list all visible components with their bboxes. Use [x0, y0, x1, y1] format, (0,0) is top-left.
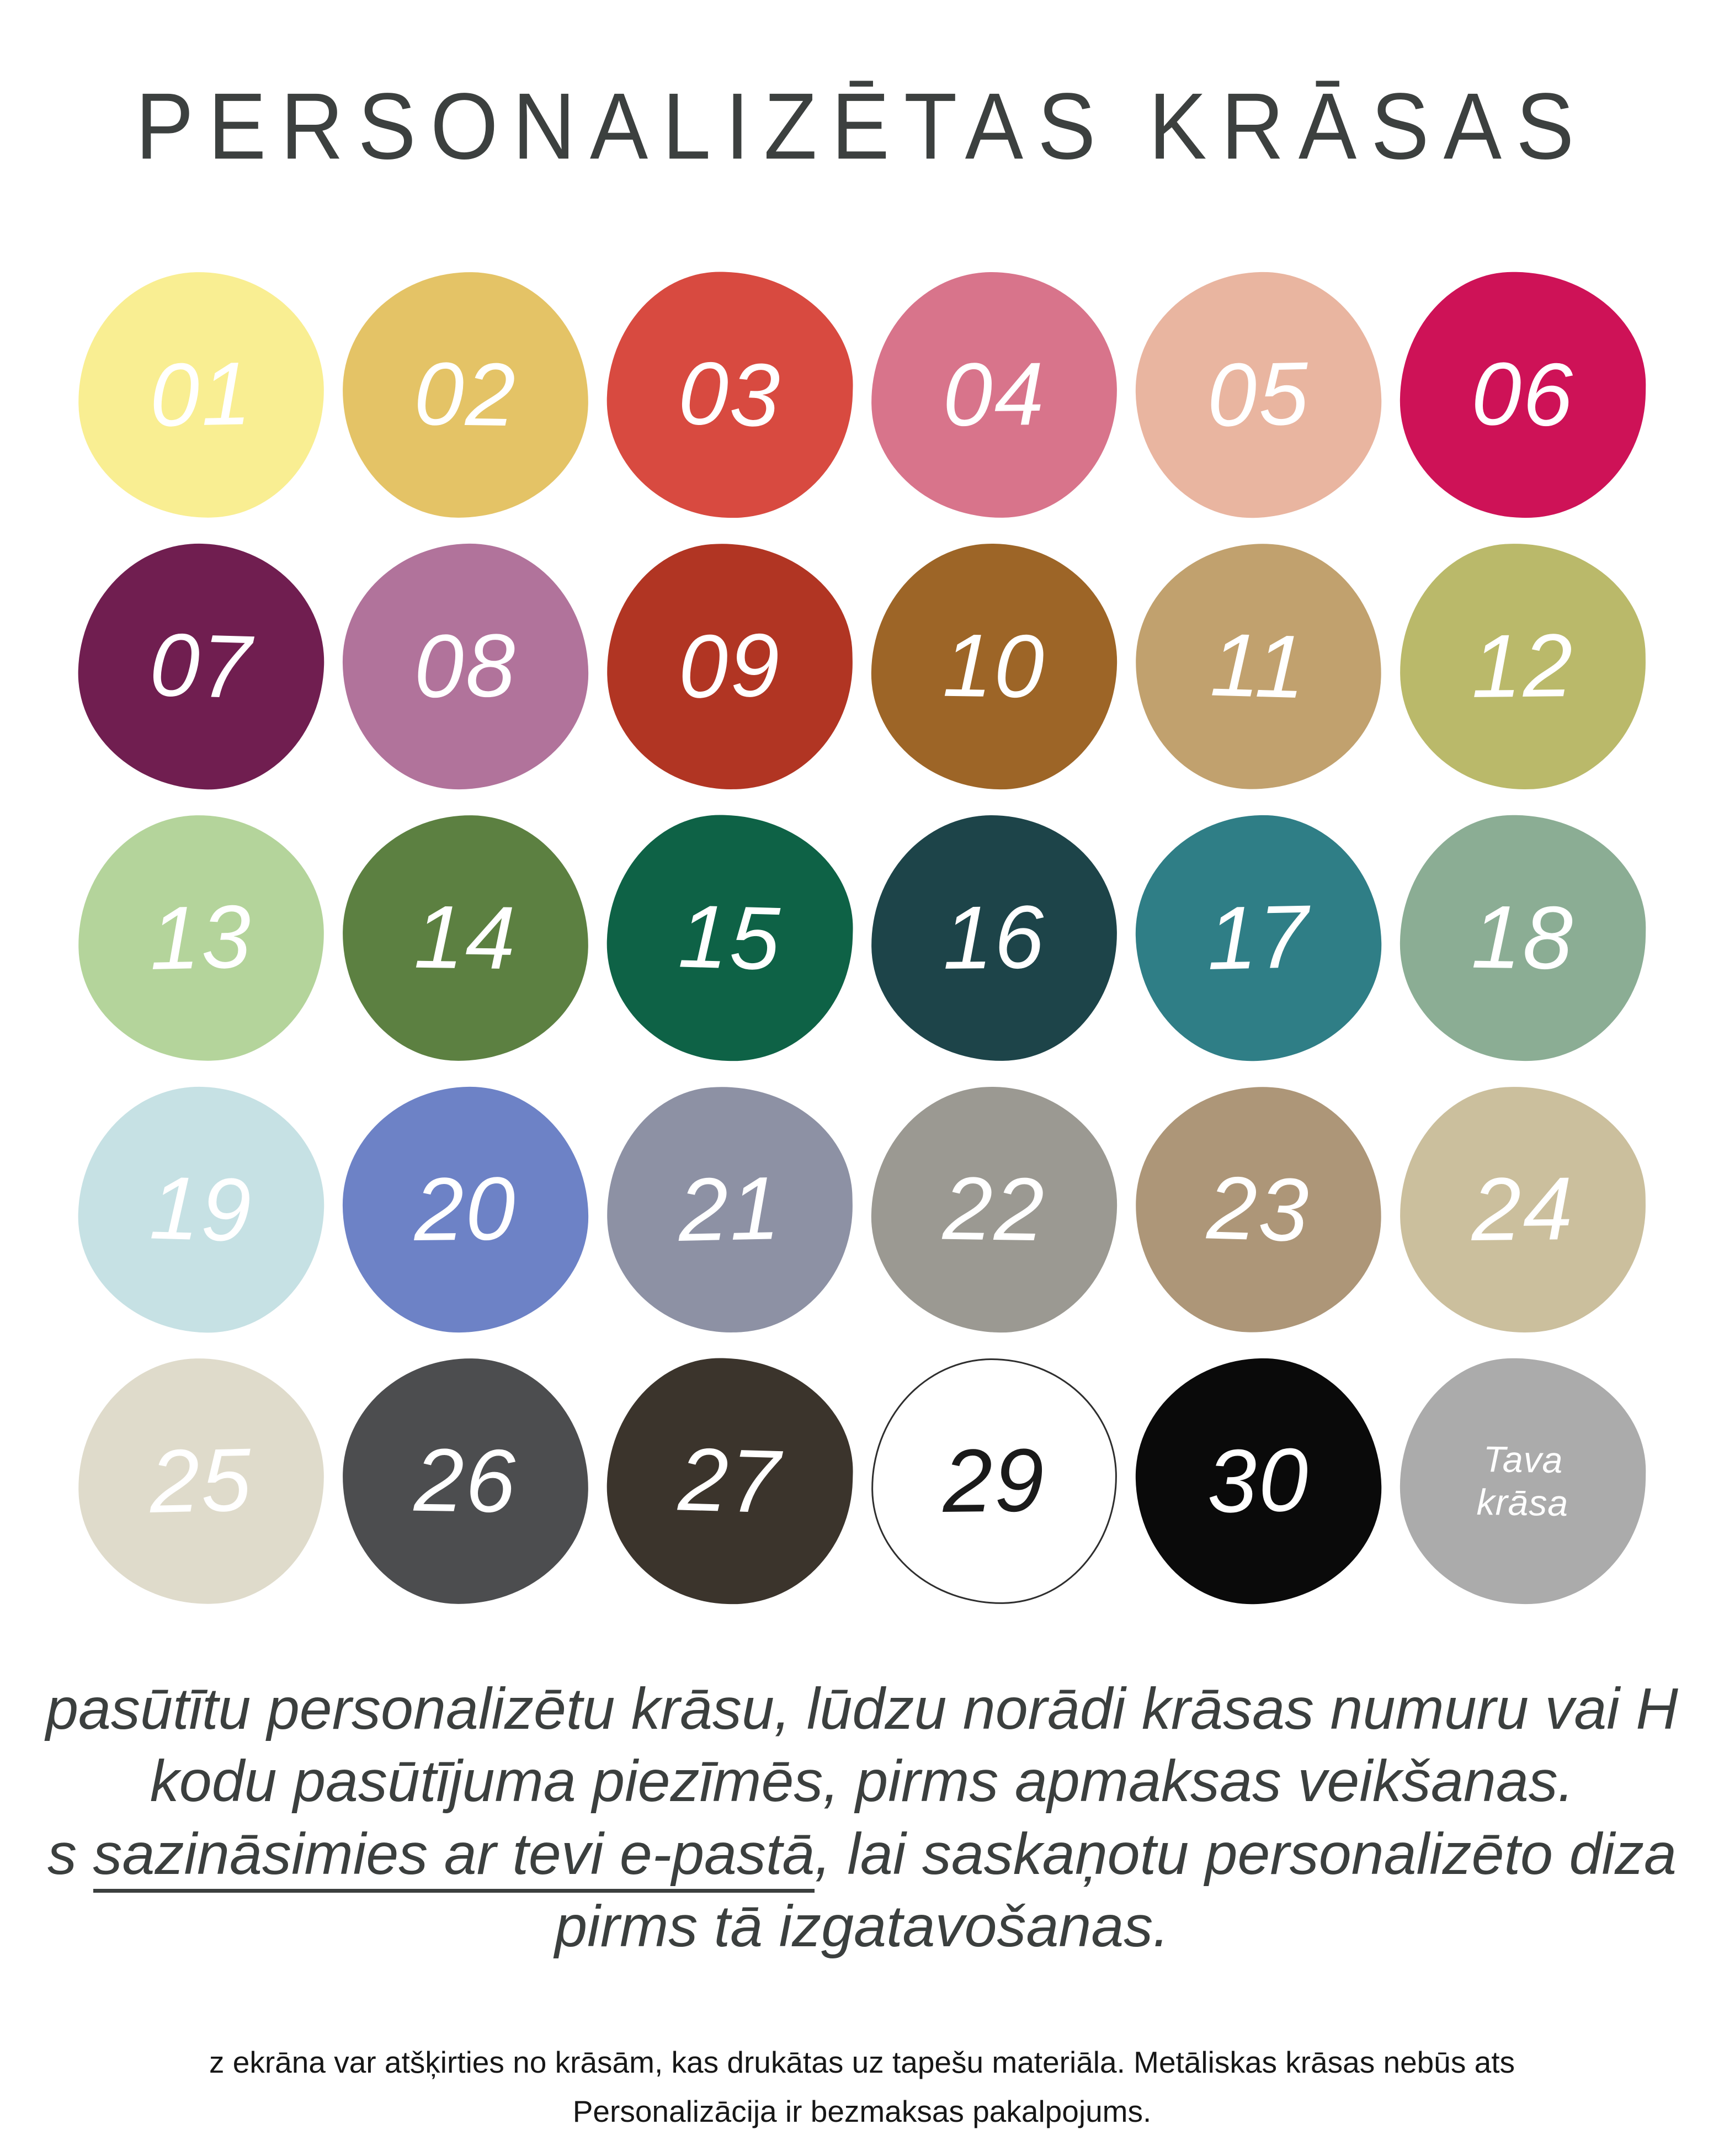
swatch-label: 19: [148, 1157, 254, 1261]
swatch-label: 03: [677, 343, 783, 447]
swatch-label: 21: [677, 1158, 783, 1261]
swatch-13: [76, 813, 326, 1063]
swatch-label: 14: [413, 887, 518, 989]
instructions-line-1: pasūtītu personalizētu krāsu, lūdzu norādi krāsas numuru vai H: [46, 1676, 1678, 1741]
swatch-label: 13: [148, 886, 254, 989]
swatch-label: 01: [148, 343, 254, 446]
swatch-label: 07: [148, 614, 254, 718]
line3-prefix: s: [47, 1821, 93, 1887]
order-instructions: [0, 1673, 1724, 1963]
swatch-17: [1133, 813, 1384, 1063]
swatch-label: 04: [942, 344, 1046, 445]
swatch-label: 16: [942, 887, 1046, 989]
swatch-24: [1399, 1086, 1647, 1334]
swatch-18: [1398, 814, 1647, 1063]
swatch-22: [870, 1085, 1119, 1334]
swatch-label: Tava krāsa: [1476, 1438, 1569, 1523]
disclaimer: [0, 2038, 1724, 2136]
swatch-11: [1132, 540, 1385, 793]
swatch-16: [870, 814, 1119, 1063]
swatch-10: [870, 542, 1119, 791]
swatch-label: 20: [413, 1159, 518, 1260]
swatch-14: [341, 814, 590, 1063]
swatch-06: [1398, 270, 1647, 519]
swatch-label: 05: [1206, 343, 1311, 446]
swatch-label: 06: [1471, 344, 1575, 445]
swatch-02: [341, 270, 590, 519]
swatch-label: 12: [1471, 615, 1575, 717]
swatch-grid: [78, 272, 1646, 1604]
swatch-03: [604, 269, 856, 521]
swatch-12: [1399, 543, 1647, 791]
swatch-25: [76, 1356, 326, 1606]
swatch-label: 18: [1471, 887, 1575, 989]
swatch-20: [342, 1086, 590, 1334]
swatch-label: 10: [942, 615, 1046, 717]
swatch-label: 22: [942, 1159, 1046, 1260]
swatch-05: [1133, 269, 1384, 520]
swatch-15: [604, 812, 856, 1064]
swatch-26: [341, 1357, 590, 1606]
swatch-29: [870, 1357, 1119, 1606]
swatch-label: 23: [1205, 1157, 1312, 1261]
swatch-tava-krasa: [1398, 1357, 1647, 1606]
swatch-label: 17: [1206, 886, 1311, 989]
disclaimer-line-1: z ekrāna var atšķirties no krāsām, kas drukātas uz tapešu materiāla. Metāliskas krāsas nebūs ats: [209, 2045, 1515, 2079]
swatch-label: 27: [677, 1429, 783, 1533]
swatch-04: [870, 271, 1119, 519]
swatch-30: [1133, 1356, 1384, 1606]
instructions-line-2: kodu pasūtījuma piezīmēs, pirms apmaksas veikšanas.: [150, 1749, 1574, 1814]
swatch-label: 30: [1206, 1430, 1311, 1532]
swatch-19: [75, 1084, 327, 1336]
swatch-label: 15: [677, 886, 783, 990]
swatch-label: 09: [677, 615, 783, 718]
swatch-01: [76, 269, 326, 520]
swatch-21: [604, 1084, 855, 1335]
email-contact-underlined-text: sazināsimies ar tevi e-pastā: [93, 1822, 815, 1893]
page-title: PERSONALIZĒTAS KRĀSAS: [135, 73, 1589, 179]
swatch-label: 08: [413, 615, 518, 717]
swatch-27: [604, 1355, 856, 1607]
swatch-23: [1132, 1084, 1385, 1336]
swatch-09: [604, 541, 855, 792]
swatch-08: [342, 543, 590, 791]
instructions-line-3: [0, 1818, 1724, 1891]
swatch-label: 29: [942, 1430, 1046, 1532]
swatch-label: 26: [413, 1430, 518, 1532]
swatch-07: [75, 540, 327, 793]
swatch-label: 25: [148, 1430, 254, 1532]
swatch-label: 24: [1471, 1159, 1575, 1260]
line3-suffix: , lai saskaņotu personalizēto diza: [815, 1821, 1677, 1887]
swatch-label: 11: [1209, 615, 1308, 718]
instructions-line-4: pirms tā izgatavošanas.: [555, 1894, 1169, 1959]
disclaimer-line-2: Personalizācija ir bezmaksas pakalpojums.: [572, 2094, 1152, 2128]
swatch-label: 02: [413, 344, 518, 445]
